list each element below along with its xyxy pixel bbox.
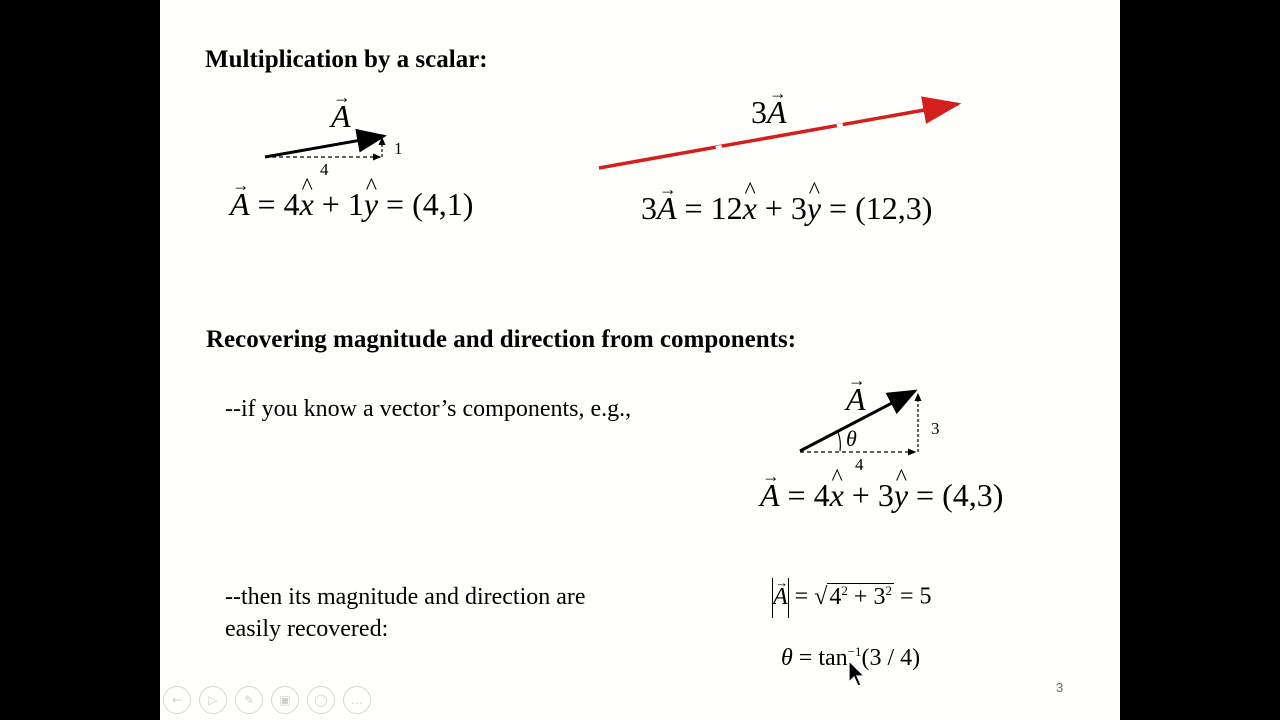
- vector-3a-gap1: [716, 148, 722, 149]
- text-recovered-line1: --then its magnitude and direction are: [225, 584, 586, 610]
- diagram2-label-3a: 3A →: [751, 94, 787, 131]
- prev-icon[interactable]: ←: [163, 686, 191, 714]
- heading-recovering: Recovering magnitude and direction from components:: [206, 326, 797, 353]
- sqrt-symbol: $√4^2 + 3^2$: [814, 582, 892, 610]
- diagram1-label-a: A →: [331, 98, 351, 135]
- equation-3a-components: 3A → = 12x ^ + 3y ^ = (12,3): [641, 190, 932, 227]
- slide-number: 3: [1056, 680, 1064, 695]
- diagram3-label-a: A →: [846, 381, 866, 418]
- vector-3a-gap2: [837, 126, 843, 127]
- equation-a-components: A → = 4x ^ + 1y ^ = (4,1): [230, 186, 473, 223]
- next-icon[interactable]: ▷: [199, 686, 227, 714]
- slides-icon[interactable]: ▣: [271, 686, 299, 714]
- slideshow-toolbar: [163, 686, 371, 714]
- more-icon[interactable]: …: [343, 686, 371, 714]
- text-components: --if you know a vector’s components, e.g.,: [225, 396, 632, 422]
- diagram3-label-x: 4: [855, 455, 864, 474]
- text-recovered-line2: easily recovered:: [225, 616, 389, 642]
- equation-direction: $\theta = \tan^{-1}(3 / 4)$: [781, 644, 921, 671]
- mouse-cursor-icon: [848, 660, 868, 688]
- diagram1-label-y: 1: [394, 139, 403, 158]
- diagram3-label-y: 3: [931, 419, 940, 438]
- heading-scalar: Multiplication by a scalar:: [205, 46, 488, 73]
- equation-a2-components: A → = 4x ^ + 3y ^ = (4,3): [760, 477, 1003, 514]
- angle-arc: [838, 432, 840, 451]
- pen-icon[interactable]: ✎: [235, 686, 263, 714]
- equation-magnitude: A → = $√4^2 + 3^2 = 5$: [772, 578, 931, 618]
- zoom-icon[interactable]: ◯: [307, 686, 335, 714]
- vector-a-arrow: [265, 136, 384, 157]
- diagram3-label-theta: θ: [846, 426, 857, 451]
- diagram1-label-x: 4: [320, 160, 329, 179]
